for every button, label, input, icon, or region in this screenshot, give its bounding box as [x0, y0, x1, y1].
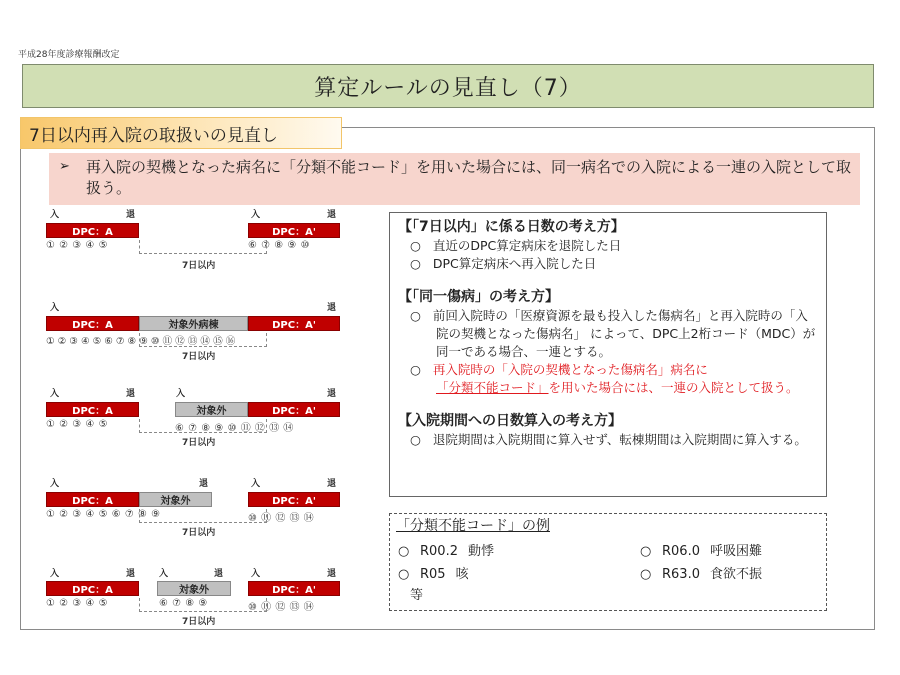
admit-mark: 入 — [251, 479, 261, 489]
rule-heading-7days: 【「7日以内」に係る日数の考え方】 — [398, 219, 625, 235]
within-7-days-label: 7日以内 — [182, 261, 216, 271]
admit-mark: 入 — [50, 389, 60, 399]
circle-bullet-icon: ○ — [410, 308, 421, 323]
discharge-mark: 退 — [199, 479, 209, 489]
day-numbers: ⑥ ⑦ ⑧ ⑨ — [159, 598, 208, 609]
code-item: ○ R63.0 食欲不振 — [640, 567, 762, 582]
dpc-a-prime-bar: DPC：A' — [248, 402, 340, 417]
rule-heading-same-disease: 【「同一傷病」の考え方】 — [398, 289, 559, 305]
interval-bracket — [139, 419, 267, 433]
timeline-diagram-5 — [46, 566, 346, 641]
discharge-mark: 退 — [327, 210, 337, 220]
discharge-mark: 退 — [214, 569, 224, 579]
excluded-ward-bar: 対象外病棟 — [139, 316, 248, 331]
interval-bracket — [139, 598, 267, 612]
frame-top-border — [340, 127, 875, 128]
revision-note: 平成28年度診療報酬改定 — [18, 50, 120, 60]
timeline-diagram-1 — [46, 207, 346, 282]
dpc-a-prime-bar: DPC：A' — [248, 581, 340, 596]
circle-bullet-icon: ○ — [410, 432, 421, 447]
section-heading-tab — [20, 117, 342, 149]
rule-item: ○ 退院期間は入院期間に算入せず、転棟期間は入院期間に算入する。 — [410, 432, 807, 447]
dpc-a-prime-bar: DPC：A' — [248, 223, 340, 238]
dpc-a-bar: DPC：A — [46, 402, 139, 417]
admit-mark: 入 — [50, 479, 60, 489]
arrow-bullet-icon: ➢ — [59, 159, 70, 174]
rule-item: ○ 直近のDPC算定病床を退院した日 — [410, 238, 622, 253]
slide-title-bar — [22, 64, 874, 108]
code-item: ○ R00.2 動悸 — [398, 544, 494, 559]
dpc-a-bar: DPC：A — [46, 581, 139, 596]
discharge-mark: 退 — [126, 389, 136, 399]
dpc-a-prime-bar: DPC：A' — [248, 492, 340, 507]
day-numbers: ⑥ ⑦ ⑧ ⑨ ⑩ ⑪ ⑫ ⑬ ⑭ — [175, 423, 294, 434]
admit-mark: 入 — [251, 210, 261, 220]
summary-text: 再入院の契機となった病名に「分類不能コード」を用いた場合には、同一病名での入院による一連の入院として取扱う。 — [86, 158, 852, 197]
discharge-mark: 退 — [327, 479, 337, 489]
day-numbers: ① ② ③ ④ ⑤ ⑥ ⑦ ⑧ ⑨ — [46, 509, 161, 520]
discharge-mark: 退 — [327, 569, 337, 579]
section-heading: 7日以内再入院の取扱いの見直し — [29, 125, 278, 146]
circle-bullet-icon: ○ — [410, 256, 421, 271]
within-7-days-label: 7日以内 — [182, 528, 216, 538]
dpc-a-bar: DPC：A — [46, 223, 139, 238]
rule-heading-day-count: 【入院期間への日数算入の考え方】 — [398, 413, 622, 429]
timeline-diagram-4 — [46, 476, 346, 551]
timeline-diagram-3 — [46, 386, 346, 461]
dpc-a-prime-bar: DPC：A' — [248, 316, 340, 331]
slide-title: 算定ルールの見直し（7） — [314, 75, 582, 101]
within-7-days-label: 7日以内 — [182, 617, 216, 627]
summary-banner — [49, 153, 860, 205]
circle-bullet-icon: ○ — [398, 544, 410, 559]
codes-heading: 「分類不能コード」の例 — [396, 518, 550, 534]
dpc-a-bar: DPC：A — [46, 316, 139, 331]
circle-bullet-icon: ○ — [410, 238, 421, 253]
circle-bullet-icon: ○ — [398, 567, 410, 582]
day-numbers: ① ② ③ ④ ⑤ — [46, 419, 109, 430]
discharge-mark: 退 — [327, 389, 337, 399]
day-numbers: ① ② ③ ④ ⑤ — [46, 240, 109, 251]
excluded-bar: 対象外 — [139, 492, 212, 507]
interval-bracket — [139, 333, 267, 347]
day-numbers: ⑩ ⑪ ⑫ ⑬ ⑭ — [248, 513, 315, 524]
day-numbers: ⑥ ⑦ ⑧ ⑨ ⑩ — [248, 240, 311, 251]
admit-mark: 入 — [50, 569, 60, 579]
admit-mark: 入 — [50, 210, 60, 220]
rules-box — [389, 212, 827, 497]
rule-item: ○ 前回入院時の「医療資源を最も投入した傷病名」と再入院時の「入院の契機となった傷病名」 によって、DPC上2桁コード（MDC）が同一である場合、一連とする。 — [410, 308, 816, 359]
etc-label: 等 — [410, 588, 424, 603]
dpc-a-bar: DPC：A — [46, 492, 139, 507]
unclassifiable-code-emphasis: 「分類不能コード」 — [436, 380, 549, 395]
excluded-bar: 対象外 — [157, 581, 231, 596]
timeline-diagram-2 — [46, 300, 346, 375]
discharge-mark: 退 — [327, 303, 337, 313]
unclassifiable-codes-box — [389, 513, 827, 611]
code-item: ○ R06.0 呼吸困難 — [640, 544, 762, 559]
circle-bullet-icon: ○ — [640, 567, 652, 582]
interval-bracket — [139, 509, 267, 523]
discharge-mark: 退 — [126, 569, 136, 579]
day-numbers: ① ② ③ ④ ⑤ — [46, 598, 109, 609]
within-7-days-label: 7日以内 — [182, 352, 216, 362]
admit-mark: 入 — [176, 389, 186, 399]
circle-bullet-icon: ○ — [410, 362, 421, 377]
day-numbers: ⑩ ⑪ ⑫ ⑬ ⑭ — [248, 602, 315, 613]
admit-mark: 入 — [251, 569, 261, 579]
code-item: ○ R05 咳 — [398, 567, 469, 582]
admit-mark: 入 — [50, 303, 60, 313]
interval-bracket — [139, 240, 267, 254]
rule-item: ○ DPC算定病床へ再入院した日 — [410, 256, 597, 271]
discharge-mark: 退 — [126, 210, 136, 220]
circle-bullet-icon: ○ — [640, 544, 652, 559]
day-numbers: ① ② ③ ④ ⑤ ⑥ ⑦ ⑧ ⑨ ⑩ ⑪ ⑫ ⑬ ⑭ ⑮ ⑯ — [46, 336, 236, 347]
within-7-days-label: 7日以内 — [182, 438, 216, 448]
admit-mark: 入 — [159, 569, 169, 579]
excluded-bar: 対象外 — [175, 402, 248, 417]
rule-item-highlighted: ○ 再入院時の「入院の契機となった傷病名」病名に「分類不能コード」を用いた場合には、一連の入院として扱う。 — [410, 362, 799, 395]
